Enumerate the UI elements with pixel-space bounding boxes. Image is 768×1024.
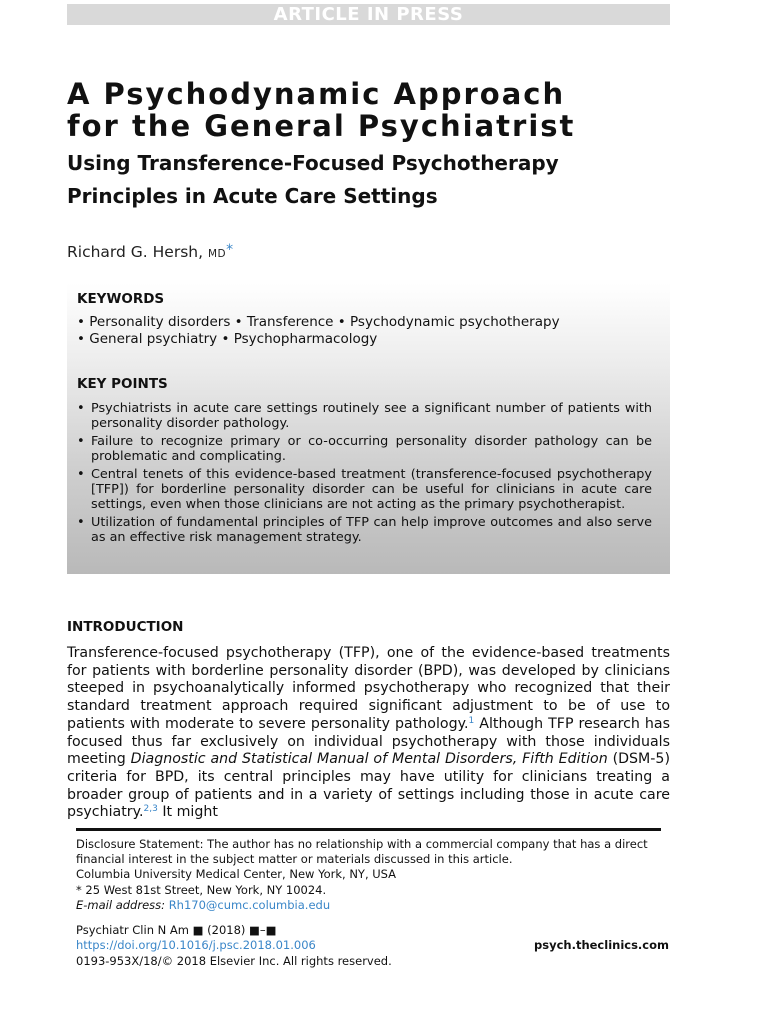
keywords-line-1: • Personality disorders • Transference • Psychodynamic psychotherapy xyxy=(77,314,560,330)
intro-text-2: Although TFP research has focused thus far exclusively on individual psychotherapy with those individuals meeting xyxy=(67,715,670,768)
journal-website[interactable]: psych.theclinics.com xyxy=(534,938,669,952)
correspondence-address: * 25 West 81st Street, New York, NY 10024. xyxy=(76,883,327,897)
title-line-2: for the General Psychiatrist xyxy=(67,109,576,143)
key-point-item: • Psychiatrists in acute care settings routinely see a significant number of patients with personality disorder pathology. xyxy=(77,401,652,432)
email-label: E-mail address: xyxy=(76,898,166,912)
reference-link-1[interactable]: 1 xyxy=(468,715,475,726)
article-subtitle xyxy=(67,147,687,213)
author-degree: MD xyxy=(207,248,227,260)
intro-text-4: It might xyxy=(157,804,218,821)
key-points-heading: KEY POINTS xyxy=(77,376,168,392)
author-footnote-marker[interactable]: * xyxy=(226,242,234,258)
email-line xyxy=(76,898,676,913)
email-link[interactable]: Rh170@cumc.columbia.edu xyxy=(168,898,331,912)
key-point-item: • Central tenets of this evidence-based treatment (transference-focused psychotherapy [TFP]) for borderline personality disorder can be useful for clinicians in acute care settings, even when those clinicians are not acting as the primary psychotherapist. xyxy=(77,467,652,513)
author-line xyxy=(67,240,233,264)
introduction-paragraph xyxy=(67,645,670,822)
reference-link-2-3[interactable]: 2,3 xyxy=(143,804,158,815)
keywords-heading: KEYWORDS xyxy=(77,291,165,307)
affiliation: Columbia University Medical Center, New York, NY, USA xyxy=(76,867,397,881)
intro-text-1: Transference-focused psychotherapy (TFP), one of the evidence-based treatments for patients with borderline personality disorder (BPD), was developed by clinicians steeped in psychoanalytically informed psychotherapy who recognized that their standard treatment approach required significant adjustment to be of use to patients with moderate to severe personality pathology. xyxy=(67,645,670,732)
disclosure-statement: Disclosure Statement: The author has no relationship with a commercial company that has a direct financial interest in the subject matter or materials discussed in this article. xyxy=(76,837,648,867)
author-name: Richard G. Hersh, xyxy=(67,243,204,261)
introduction-heading: INTRODUCTION xyxy=(67,619,184,635)
article-title xyxy=(67,78,687,142)
key-points-list xyxy=(77,401,652,548)
subtitle-line-1: Using Transference-Focused Psychotherapy xyxy=(67,151,559,175)
subtitle-line-2: Principles in Acute Care Settings xyxy=(67,184,438,208)
footnote-divider xyxy=(76,828,661,831)
doi-link[interactable]: https://doi.org/10.1016/j.psc.2018.01.006 xyxy=(76,938,316,952)
key-point-item: • Utilization of fundamental principles of TFP can help improve outcomes and also serve as an effective risk management strategy. xyxy=(77,515,652,546)
journal-citation: Psychiatr Clin N Am ■ (2018) ■–■ xyxy=(76,923,277,937)
keywords-keypoints-box xyxy=(67,283,670,574)
title-line-1: A Psychodynamic Approach xyxy=(67,77,566,111)
intro-text-3: (DSM-5) criteria for BPD, its central principles may have utility for clinicians treating a broader group of patients and in a variety of settings including those in acute care psychiatry. xyxy=(67,751,670,821)
copyright-line: 0193-953X/18/© 2018 Elsevier Inc. All rights reserved. xyxy=(76,954,392,968)
article-in-press-banner: ARTICLE IN PRESS xyxy=(67,4,670,25)
key-point-item: • Failure to recognize primary or co-occurring personality disorder pathology can be problematic and complicating. xyxy=(77,434,652,465)
dsm-title: Diagnostic and Statistical Manual of Mental Disorders, Fifth Edition xyxy=(130,751,608,768)
keywords-line-2: • General psychiatry • Psychopharmacology xyxy=(77,331,378,347)
